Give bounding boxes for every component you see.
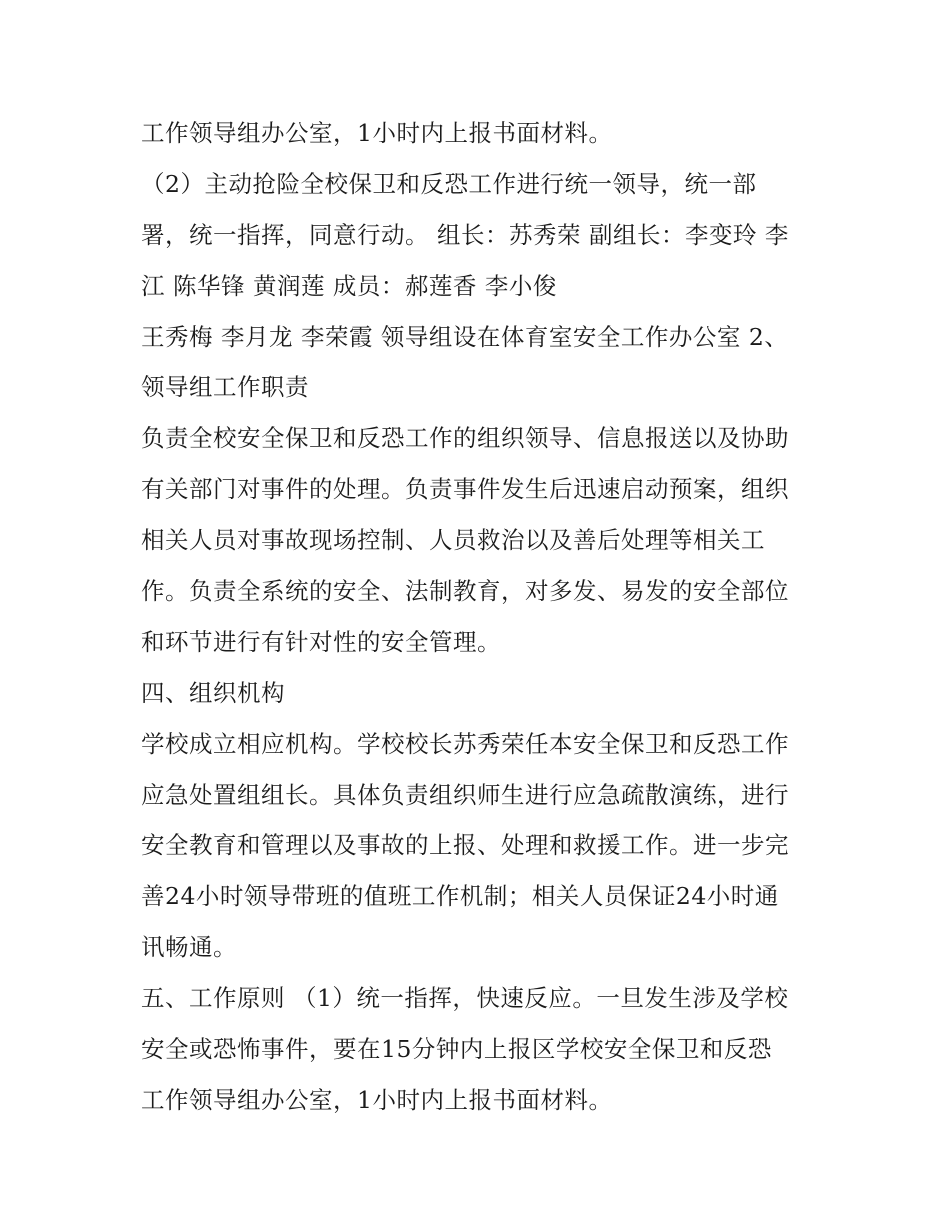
section-heading: 四、组织机构 <box>141 678 285 707</box>
text-line: 工作领导组办公室，1小时内上报书面材料。 <box>141 1085 613 1114</box>
text-line: 王秀梅 李月龙 李荣霞 领导组设在体育室安全工作办公室 2、 <box>141 322 789 351</box>
text-line: 应急处置组组长。具体负责组织师生进行应急疏散演练，进行 <box>141 780 789 809</box>
text-line: 领导组工作职责 <box>141 373 309 402</box>
document-body <box>141 108 831 1126</box>
text-line: 学校成立相应机构。学校校长苏秀荣任本安全保卫和反恐工作 <box>141 729 789 758</box>
text-line: 讯畅通。 <box>141 933 237 962</box>
text-line: 负责全校安全保卫和反恐工作的组织领导、信息报送以及协助 <box>141 424 789 453</box>
text-line: 和环节进行有针对性的安全管理。 <box>141 627 501 656</box>
text-line: 安全教育和管理以及事故的上报、处理和救援工作。进一步完 <box>141 831 789 860</box>
text-line: 作。负责全系统的安全、法制教育，对多发、易发的安全部位 <box>141 577 789 606</box>
text-line: 江 陈华锋 黄润莲 成员：郝莲香 李小俊 <box>141 271 557 300</box>
text-line: 工作领导组办公室，1小时内上报书面材料。 <box>141 119 613 147</box>
text-line: 相关人员对事故现场控制、人员救治以及善后处理等相关工 <box>141 526 765 555</box>
text-line: 安全或恐怖事件，要在15分钟内上报区学校安全保卫和反恐 <box>141 1035 772 1064</box>
text-line: 善24小时领导带班的值班工作机制；相关人员保证24小时通 <box>141 882 779 911</box>
text-line: 有关部门对事件的处理。负责事件发生后迅速启动预案，组织 <box>141 475 789 504</box>
text-line: （2）主动抢险全校保卫和反恐工作进行统一领导，统一部 <box>141 169 757 198</box>
text-line: 署，统一指挥，同意行动。 组长：苏秀荣 副组长：李变玲 李 <box>141 220 789 249</box>
section-heading: 五、工作原则 （1）统一指挥，快速反应。一旦发生涉及学校 <box>141 984 789 1013</box>
